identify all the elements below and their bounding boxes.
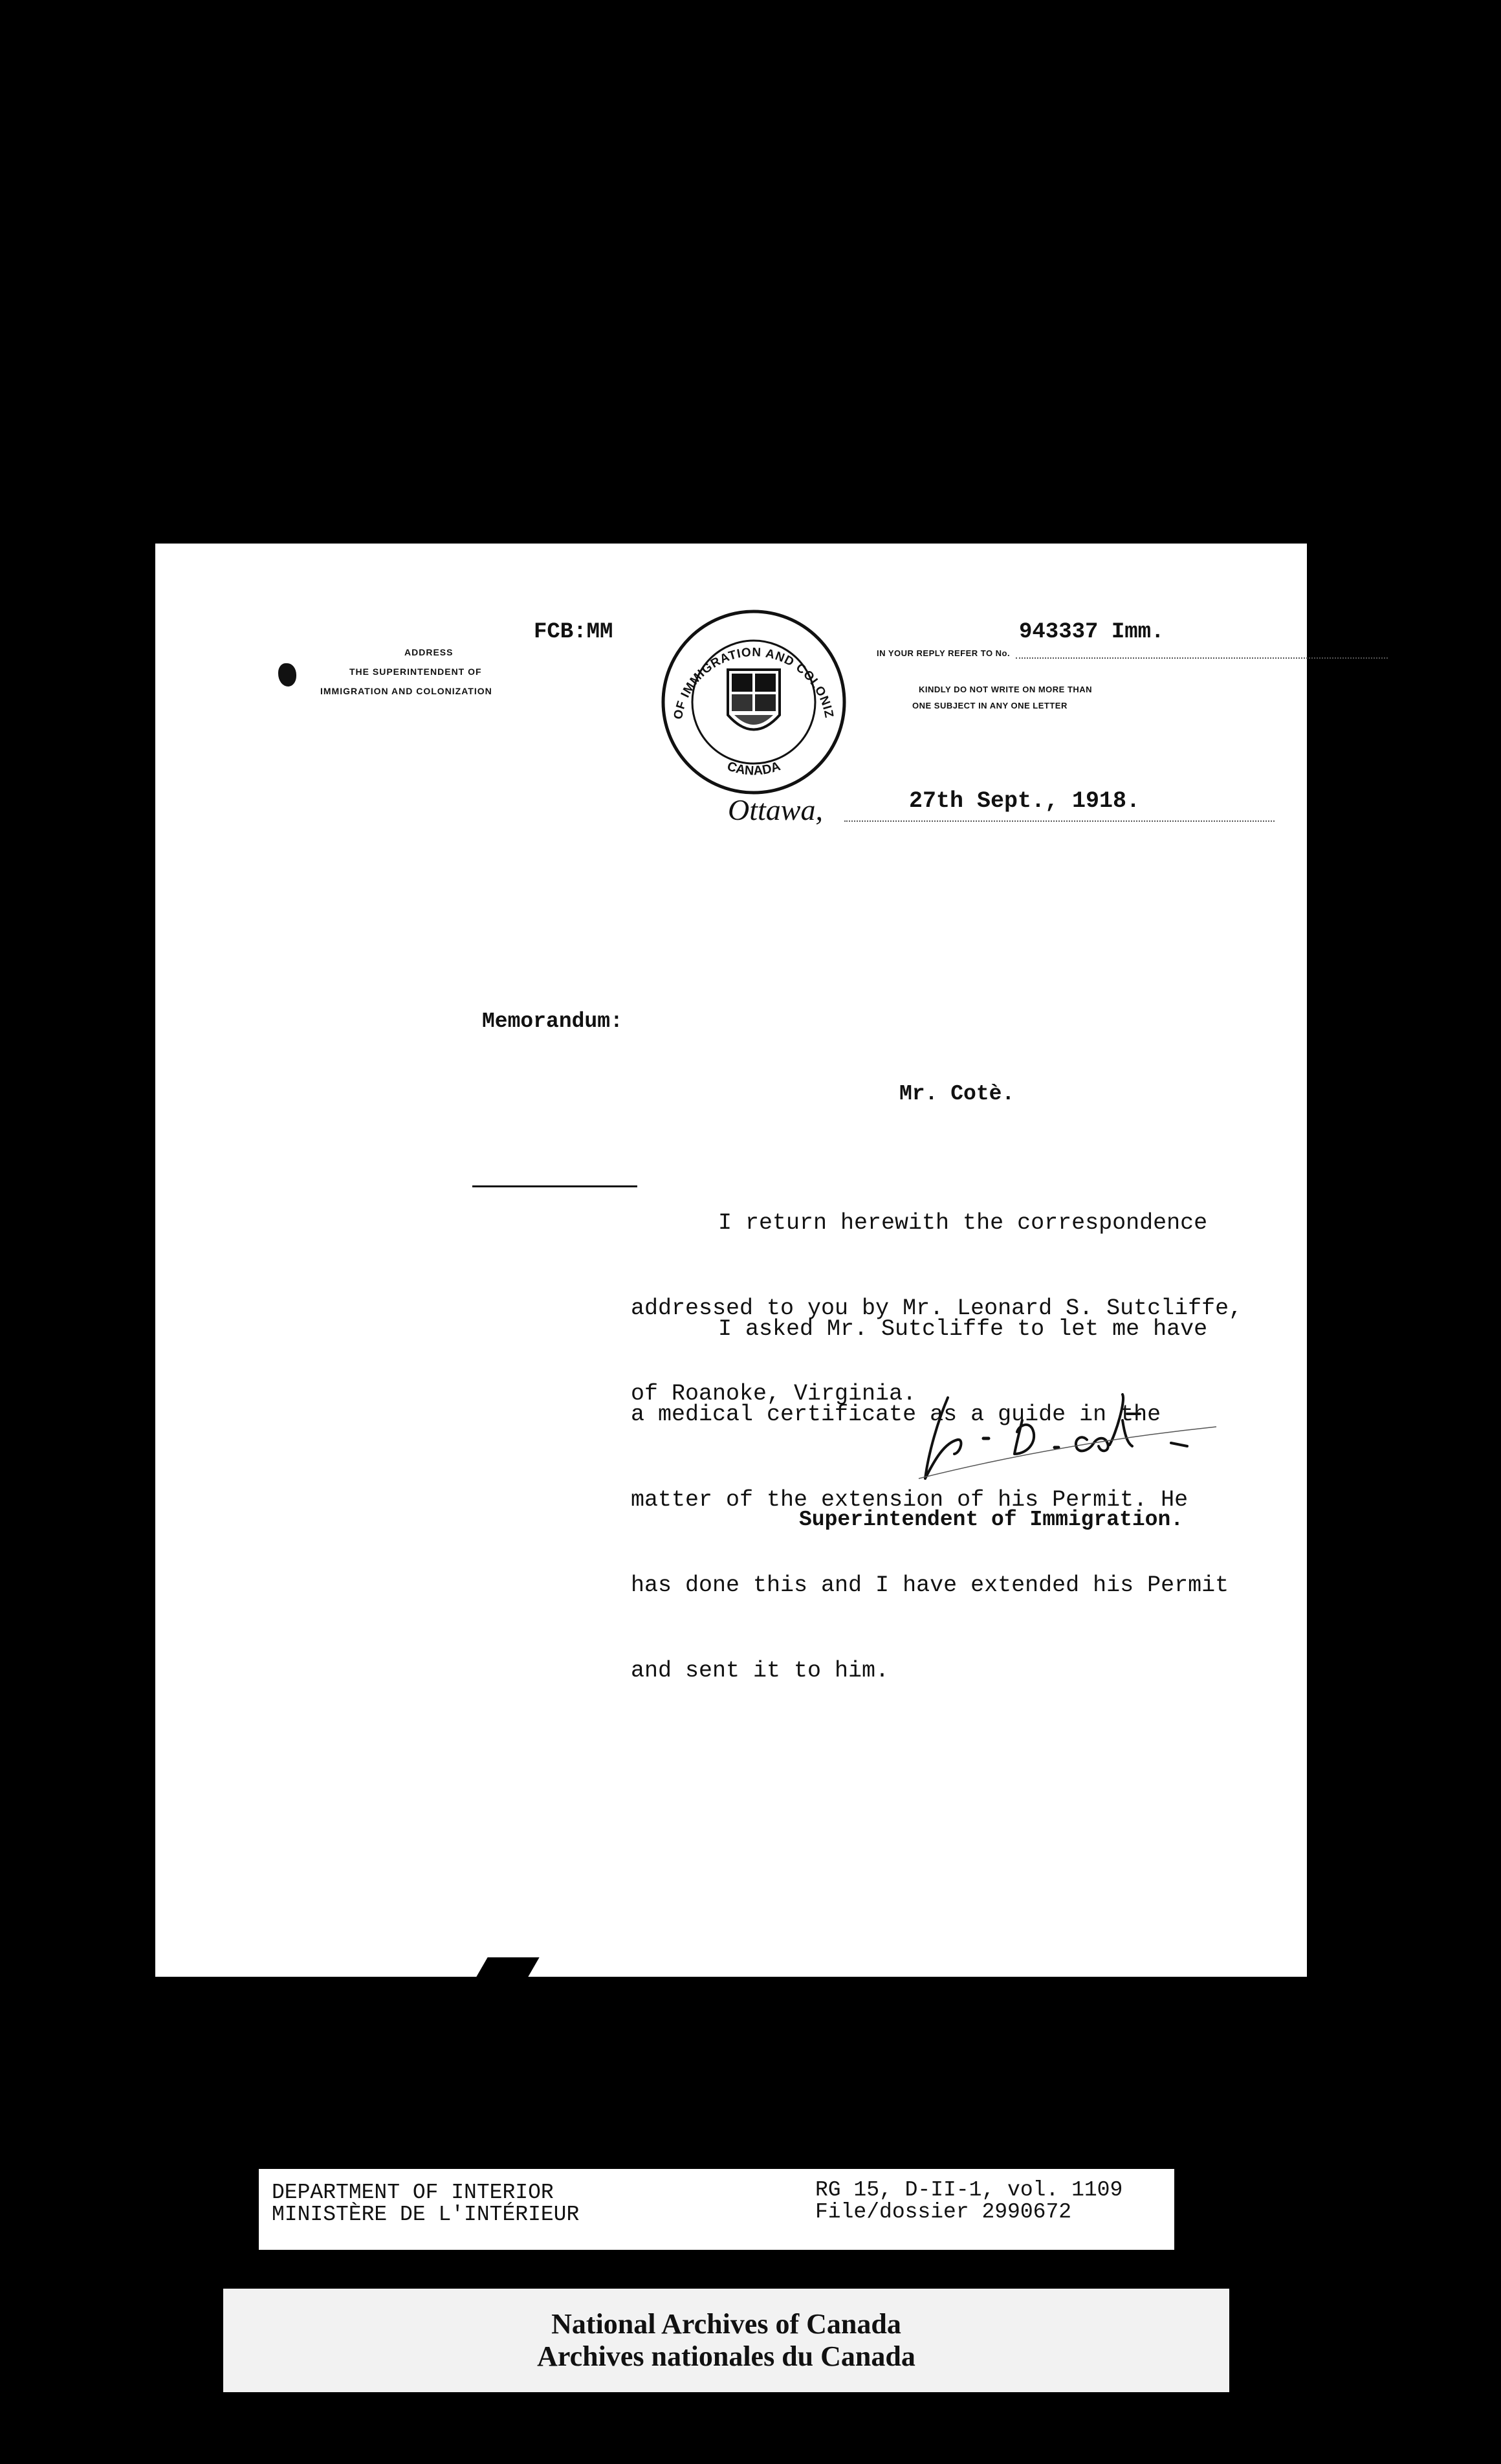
paragraph-2-line: has done this and I have extended his Permit: [631, 1572, 1229, 1598]
paragraph-1-line: I return herewith the correspondence: [718, 1210, 1208, 1236]
memo-heading: Memorandum:: [482, 1009, 623, 1033]
paragraph-1-line: addressed to you by Mr. Leonard S. Sutcliffe,: [631, 1295, 1243, 1321]
letter-date: 27th Sept., 1918.: [909, 788, 1141, 814]
reply-number-line: [1016, 657, 1388, 659]
document-sheet: [155, 544, 1307, 1977]
paragraph-2-line: a medical certificate as a guide in the: [631, 1402, 1161, 1427]
seal-text-bottom: CANADA: [725, 759, 783, 778]
notice-line-1: KINDLY DO NOT WRITE ON MORE THAN: [919, 685, 1093, 694]
file-reference: FCB:MM: [534, 620, 613, 644]
paragraph-2-line: and sent it to him.: [631, 1658, 890, 1684]
scan-mark: [476, 1957, 539, 1977]
archive-reference-label: [259, 2169, 1174, 2250]
signatory-title: Superintendent of Immigration.: [799, 1508, 1184, 1532]
svg-text:CANADA: [725, 759, 782, 778]
paragraph-2-line: I asked Mr. Sutcliffe to let me have: [718, 1316, 1208, 1342]
archives-name-fr: Archives nationales du Canada: [537, 2340, 915, 2372]
department-fr: MINISTÈRE DE L'INTÉRIEUR: [272, 2203, 580, 2227]
archives-name-en: National Archives of Canada: [551, 2308, 901, 2340]
addressee-line-2: IMMIGRATION AND COLONIZATION: [320, 686, 492, 696]
date-line: [844, 820, 1275, 822]
rule-line: [472, 1185, 637, 1187]
reply-number: 943337 Imm.: [1019, 620, 1165, 644]
addressee-line-1: THE SUPERINTENDENT OF: [349, 666, 482, 677]
address-label: ADDRESS: [404, 647, 454, 657]
file-number: File/dossier 2990672: [815, 2200, 1072, 2224]
department-seal: [657, 605, 851, 799]
paragraph-2: [631, 1258, 1229, 1742]
department-en: DEPARTMENT OF INTERIOR: [272, 2181, 554, 2205]
archives-footer: [223, 2289, 1229, 2392]
memo-recipient: Mr. Cotè.: [899, 1082, 1015, 1106]
paragraph-2-line: matter of the extension of his Permit. He: [631, 1487, 1189, 1513]
record-group-reference: RG 15, D-II-1, vol. 1109: [815, 2178, 1123, 2202]
seal-text-top: OF IMMIGRATION AND COLONIZ: [671, 645, 836, 721]
paragraph-1-line: of Roanoke, Virginia.: [631, 1381, 917, 1407]
place: Ottawa,: [728, 793, 823, 826]
reply-label: IN YOUR REPLY REFER TO No.: [877, 648, 1011, 658]
ink-blot: [278, 663, 296, 687]
signature: [899, 1381, 1223, 1485]
notice-line-2: ONE SUBJECT IN ANY ONE LETTER: [912, 701, 1068, 710]
